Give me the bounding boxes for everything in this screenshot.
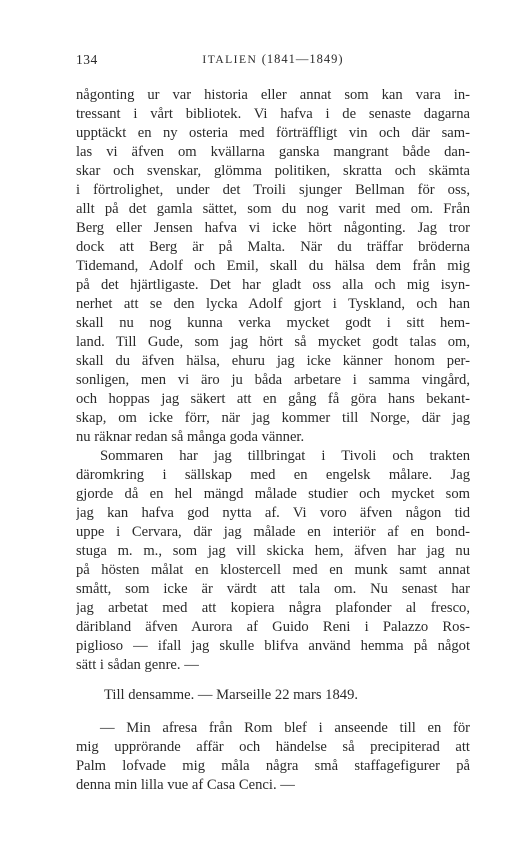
- text-line: Tidemand, Adolf och Emil, skall du hälsa dem från mig: [76, 258, 470, 274]
- text-line: någonting ur var historia eller annat som kan vara in-: [76, 87, 470, 103]
- text-line: i förtrolighet, under det Troili sjunger Bellman för oss,: [76, 182, 470, 198]
- text-line: dock att Berg är på Malta. När du träffar bröderna: [76, 239, 470, 255]
- text-line: land. Till Gude, som jag hört så mycket godt talas om,: [76, 334, 470, 350]
- text-line: skar och svenskar, glömma politiken, skratta och skämta: [76, 163, 470, 179]
- page-number: 134: [76, 52, 98, 67]
- text-line: nerhet att se den lycka Adolf gjort i Tyskland, och han: [76, 296, 470, 312]
- text-line: allt på det gamla sättet, som du nog varit med om. Från: [76, 201, 470, 217]
- text-line: sonligen, men vi äro ju båda arbetare i samma vingård,: [76, 372, 470, 388]
- page-header: [76, 52, 470, 74]
- book-page: [76, 52, 470, 795]
- paragraph-departure: [76, 719, 470, 795]
- text-line: stuga m. m., som jag vill skicka hem, äfven har jag nu: [76, 543, 470, 559]
- running-title-text: ITALIEN: [202, 54, 258, 66]
- text-line: denna min lilla vue af Casa Cenci. —: [76, 777, 295, 793]
- text-line: på det hjärtligaste. Det har gladt oss alla och mig isyn-: [76, 277, 470, 293]
- text-line: Palm lofvade mig måla några små staffagefigurer på: [76, 758, 470, 774]
- paragraph-continued: [76, 86, 470, 447]
- text-line: mig upprörande affär och händelse så precipiterad att: [76, 739, 470, 755]
- text-line: jag arbetat med att kopiera några plafonder al fresco,: [76, 600, 470, 616]
- text-line: Sommaren har jag tillbringat i Tivoli och trakten: [100, 448, 470, 464]
- text-line: piglioso — ifall jag skulle blifva använd hemma på något: [76, 638, 470, 654]
- text-line: skall du äfven hälsa, ehuru jag icke känner honom per-: [76, 353, 470, 369]
- text-line: upptäckt en ny osteria med förträffligt vin och där sam-: [76, 125, 470, 141]
- text-line: sätt i sådan genre. —: [76, 657, 199, 673]
- text-line: las vi äfven om kvällarna ganska mangrant både dan-: [76, 144, 470, 160]
- paragraph-summer: [76, 447, 470, 675]
- text-line: och hoppas jag säkert att en gång få göra hans bekant-: [76, 391, 470, 407]
- text-line: — Min afresa från Rom blef i anseende till en för: [100, 720, 470, 736]
- text-line: gjorde då en hel mängd målade studier och mycket som: [76, 486, 470, 502]
- body-text: [76, 86, 470, 795]
- text-line: nu räknar redan så många goda vänner.: [76, 429, 305, 445]
- running-title-years: (1841—1849): [261, 52, 344, 66]
- letter-heading: Till densamme. — Marseille 22 mars 1849.: [104, 687, 359, 703]
- text-line: uppe i Cervara, där jag målade en interiör af en bond-: [76, 524, 470, 540]
- text-line: på hösten målat en klostercell med en munk samt annat: [76, 562, 470, 578]
- text-line: skap, om icke förr, när jag kommer till Norge, där jag: [76, 410, 470, 426]
- text-line: Berg eller Jensen hafva vi icke hört någonting. Jag tror: [76, 220, 470, 236]
- text-line: jag kan hafva god nytta af. Vi voro äfven någon tid: [76, 505, 470, 521]
- text-line: däribland äfven Aurora af Guido Reni i Palazzo Ros-: [76, 619, 470, 635]
- text-line: däromkring i sällskap med en engelsk målare. Jag: [76, 467, 470, 483]
- text-line: skall nu nog kunna verka mycket godt i sitt hem-: [76, 315, 470, 331]
- running-title: [76, 52, 470, 67]
- text-line: smått, som icke är värdt att tala om. Nu senast har: [76, 581, 470, 597]
- text-line: tressant i vårt bibliotek. Vi hafva i de senaste dagarna: [76, 106, 470, 122]
